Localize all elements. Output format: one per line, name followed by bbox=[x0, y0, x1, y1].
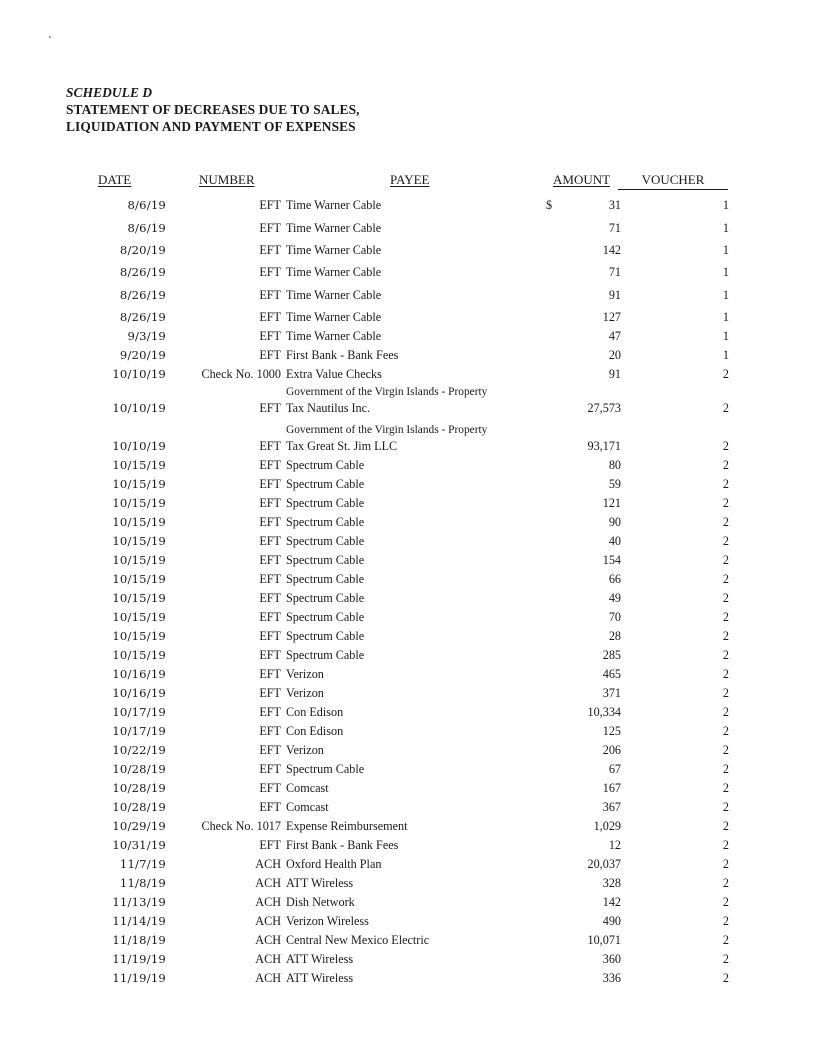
row-voucher: 1 bbox=[722, 198, 729, 212]
row-number: EFT bbox=[259, 458, 281, 472]
row-number: EFT bbox=[259, 198, 281, 212]
row-amount: 71 bbox=[608, 265, 621, 279]
row-number: ACH bbox=[255, 876, 281, 890]
row-voucher: 2 bbox=[722, 857, 729, 871]
row-number: EFT bbox=[259, 221, 281, 235]
row-amount: 367 bbox=[602, 800, 621, 814]
row-date: 10/15/19 bbox=[112, 648, 166, 662]
row-number: Check No. 1017 bbox=[201, 819, 281, 833]
row-payee: Time Warner Cable bbox=[286, 221, 382, 235]
row-payee: Spectrum Cable bbox=[286, 534, 365, 548]
row-payee: Time Warner Cable bbox=[286, 265, 382, 279]
row-date: 9/20/19 bbox=[119, 348, 166, 362]
row-date: 10/10/19 bbox=[112, 439, 166, 453]
row-number: EFT bbox=[259, 515, 281, 529]
row-payee: Time Warner Cable bbox=[286, 198, 382, 212]
row-date: 8/20/19 bbox=[119, 243, 166, 257]
scan-speck bbox=[49, 36, 51, 38]
row-amount: 125 bbox=[602, 724, 621, 738]
row-date: 10/15/19 bbox=[112, 458, 166, 472]
row-voucher: 2 bbox=[722, 952, 729, 966]
row-date: 11/18/19 bbox=[112, 933, 166, 947]
row-number: ACH bbox=[255, 971, 281, 985]
row-number: EFT bbox=[259, 781, 281, 795]
row-voucher: 2 bbox=[722, 629, 729, 643]
row-amount: 490 bbox=[602, 914, 621, 928]
row-voucher: 1 bbox=[722, 265, 729, 279]
row-voucher: 2 bbox=[722, 553, 729, 567]
row-number: EFT bbox=[259, 743, 281, 757]
row-number: EFT bbox=[259, 496, 281, 510]
row-payee: Spectrum Cable bbox=[286, 553, 365, 567]
row-date: 10/15/19 bbox=[112, 629, 166, 643]
row-voucher: 2 bbox=[722, 591, 729, 605]
row-amount: 47 bbox=[608, 329, 621, 343]
row-amount: 49 bbox=[608, 591, 621, 605]
row-date: 8/26/19 bbox=[119, 310, 166, 324]
row-amount: 20 bbox=[608, 348, 621, 362]
row-voucher: 2 bbox=[722, 933, 729, 947]
row-voucher: 2 bbox=[722, 367, 729, 381]
column-header-date: DATE bbox=[98, 172, 132, 187]
row-amount: 91 bbox=[608, 288, 621, 302]
row-number: EFT bbox=[259, 762, 281, 776]
row-amount: 20,037 bbox=[587, 857, 621, 871]
row-date: 11/13/19 bbox=[112, 895, 166, 909]
row-number: EFT bbox=[259, 724, 281, 738]
row-date: 10/29/19 bbox=[112, 819, 166, 833]
row-amount: 28 bbox=[608, 629, 621, 643]
row-payee: Time Warner Cable bbox=[286, 243, 382, 257]
row-payee: Oxford Health Plan bbox=[286, 857, 382, 871]
row-voucher: 2 bbox=[722, 743, 729, 757]
row-voucher: 1 bbox=[722, 348, 729, 362]
row-number: EFT bbox=[259, 310, 281, 324]
row-date: 11/19/19 bbox=[112, 971, 166, 985]
row-amount: 285 bbox=[602, 648, 621, 662]
row-number: ACH bbox=[255, 914, 281, 928]
row-payee: First Bank - Bank Fees bbox=[286, 838, 399, 852]
row-date: 10/15/19 bbox=[112, 534, 166, 548]
row-amount: 1,029 bbox=[593, 819, 621, 833]
row-number: EFT bbox=[259, 648, 281, 662]
row-amount: 10,334 bbox=[587, 705, 621, 719]
row-payee: Extra Value Checks bbox=[286, 367, 382, 381]
row-amount: 71 bbox=[608, 221, 621, 235]
statement-title-line-2: LIQUIDATION AND PAYMENT OF EXPENSES bbox=[66, 119, 356, 134]
row-date: 11/8/19 bbox=[119, 876, 166, 890]
row-voucher: 2 bbox=[722, 496, 729, 510]
row-payee: Time Warner Cable bbox=[286, 329, 382, 343]
row-date: 11/14/19 bbox=[112, 914, 166, 928]
row-date: 10/15/19 bbox=[112, 515, 166, 529]
row-date: 10/15/19 bbox=[112, 591, 166, 605]
row-payee: Time Warner Cable bbox=[286, 288, 382, 302]
row-payee: Spectrum Cable bbox=[286, 572, 365, 586]
row-voucher: 2 bbox=[722, 800, 729, 814]
row-date: 10/10/19 bbox=[112, 367, 166, 381]
row-payee: Spectrum Cable bbox=[286, 496, 365, 510]
row-number: EFT bbox=[259, 838, 281, 852]
row-payee: Spectrum Cable bbox=[286, 477, 365, 491]
row-date: 10/28/19 bbox=[112, 800, 166, 814]
row-number: EFT bbox=[259, 553, 281, 567]
row-payee: Verizon bbox=[286, 667, 324, 681]
row-payee bbox=[286, 386, 488, 416]
row-voucher: 2 bbox=[722, 762, 729, 776]
row-voucher: 2 bbox=[722, 572, 729, 586]
schedule-label: SCHEDULE D bbox=[66, 85, 153, 100]
row-date: 10/10/19 bbox=[112, 401, 166, 415]
row-voucher: 1 bbox=[722, 221, 729, 235]
row-voucher: 2 bbox=[722, 705, 729, 719]
row-date: 8/6/19 bbox=[127, 198, 166, 212]
row-amount: 154 bbox=[602, 553, 621, 567]
row-amount: 167 bbox=[602, 781, 621, 795]
row-number: EFT bbox=[259, 667, 281, 681]
row-number: ACH bbox=[255, 857, 281, 871]
row-payee: Spectrum Cable bbox=[286, 762, 365, 776]
row-voucher: 2 bbox=[722, 686, 729, 700]
row-payee: Verizon bbox=[286, 743, 324, 757]
row-date: 8/6/19 bbox=[127, 221, 166, 235]
row-payee-line-1: Government of the Virgin Islands - Property bbox=[286, 424, 488, 436]
row-date: 10/17/19 bbox=[112, 705, 166, 719]
row-amount: 142 bbox=[602, 243, 621, 257]
row-number: EFT bbox=[259, 705, 281, 719]
row-amount: 328 bbox=[602, 876, 621, 890]
row-number: EFT bbox=[259, 591, 281, 605]
row-date: 10/15/19 bbox=[112, 572, 166, 586]
row-number: EFT bbox=[259, 288, 281, 302]
column-header-number: NUMBER bbox=[199, 172, 255, 187]
row-amount: 67 bbox=[608, 762, 621, 776]
row-number: EFT bbox=[259, 265, 281, 279]
row-date: 10/15/19 bbox=[112, 610, 166, 624]
row-payee: Comcast bbox=[286, 800, 329, 814]
row-voucher: 2 bbox=[722, 781, 729, 795]
row-number: ACH bbox=[255, 933, 281, 947]
row-voucher: 2 bbox=[722, 401, 729, 415]
column-header-amount: AMOUNT bbox=[553, 172, 611, 187]
row-date: 9/3/19 bbox=[127, 329, 166, 343]
row-voucher: 2 bbox=[722, 439, 729, 453]
row-voucher: 1 bbox=[722, 243, 729, 257]
row-payee: Comcast bbox=[286, 781, 329, 795]
row-date: 11/19/19 bbox=[112, 952, 166, 966]
row-amount: 59 bbox=[608, 477, 621, 491]
row-voucher: 2 bbox=[722, 458, 729, 472]
row-payee: Con Edison bbox=[286, 724, 344, 738]
row-amount: 206 bbox=[602, 743, 621, 757]
row-payee: Spectrum Cable bbox=[286, 629, 365, 643]
row-amount: 40 bbox=[608, 534, 621, 548]
row-voucher: 2 bbox=[722, 819, 729, 833]
row-amount: 90 bbox=[608, 515, 621, 529]
row-voucher: 2 bbox=[722, 895, 729, 909]
row-amount: 465 bbox=[602, 667, 621, 681]
row-amount: 336 bbox=[602, 971, 621, 985]
row-payee: Central New Mexico Electric bbox=[286, 933, 430, 947]
row-payee-line-1: Government of the Virgin Islands - Property bbox=[286, 386, 488, 398]
row-date: 10/16/19 bbox=[112, 686, 166, 700]
row-number: EFT bbox=[259, 477, 281, 491]
row-number: EFT bbox=[259, 800, 281, 814]
row-date: 8/26/19 bbox=[119, 288, 166, 302]
row-number: EFT bbox=[259, 439, 281, 453]
row-amount: 27,573 bbox=[587, 401, 621, 415]
row-date: 10/15/19 bbox=[112, 496, 166, 510]
row-number: EFT bbox=[259, 329, 281, 343]
row-amount: 127 bbox=[602, 310, 621, 324]
row-payee: Spectrum Cable bbox=[286, 648, 365, 662]
row-amount: 31 bbox=[608, 198, 621, 212]
row-number: EFT bbox=[259, 243, 281, 257]
row-amount: 121 bbox=[602, 496, 621, 510]
row-date: 11/7/19 bbox=[119, 857, 166, 871]
row-date: 8/26/19 bbox=[119, 265, 166, 279]
row-payee: Verizon bbox=[286, 686, 324, 700]
row-payee: Spectrum Cable bbox=[286, 591, 365, 605]
row-date: 10/31/19 bbox=[112, 838, 166, 852]
row-voucher: 2 bbox=[722, 838, 729, 852]
row-amount: 12 bbox=[608, 838, 621, 852]
row-payee: ATT Wireless bbox=[286, 876, 354, 890]
row-number: EFT bbox=[259, 401, 281, 415]
row-amount: 91 bbox=[608, 367, 621, 381]
row-voucher: 1 bbox=[722, 288, 729, 302]
row-date: 10/15/19 bbox=[112, 553, 166, 567]
row-date: 10/28/19 bbox=[112, 781, 166, 795]
statement-title-line-1: STATEMENT OF DECREASES DUE TO SALES, bbox=[66, 102, 360, 117]
row-voucher: 2 bbox=[722, 515, 729, 529]
row-payee: Expense Reimbursement bbox=[286, 819, 408, 833]
row-payee: ATT Wireless bbox=[286, 952, 354, 966]
row-voucher: 2 bbox=[722, 971, 729, 985]
row-payee: First Bank - Bank Fees bbox=[286, 348, 399, 362]
row-number: EFT bbox=[259, 686, 281, 700]
currency-symbol: $ bbox=[546, 198, 553, 212]
row-payee: Con Edison bbox=[286, 705, 344, 719]
row-payee: ATT Wireless bbox=[286, 971, 354, 985]
row-amount: 70 bbox=[608, 610, 621, 624]
row-voucher: 2 bbox=[722, 667, 729, 681]
row-number: EFT bbox=[259, 572, 281, 586]
row-voucher: 2 bbox=[722, 914, 729, 928]
row-payee: Spectrum Cable bbox=[286, 515, 365, 529]
row-payee-line-2: Tax Great St. Jim LLC bbox=[286, 439, 398, 453]
row-date: 10/22/19 bbox=[112, 743, 166, 757]
row-date: 10/17/19 bbox=[112, 724, 166, 738]
row-amount: 371 bbox=[602, 686, 621, 700]
row-number: ACH bbox=[255, 895, 281, 909]
column-header-voucher: VOUCHER bbox=[618, 172, 728, 190]
row-payee: Verizon Wireless bbox=[286, 914, 369, 928]
row-voucher: 2 bbox=[722, 610, 729, 624]
row-payee: Dish Network bbox=[286, 895, 355, 909]
row-amount: 66 bbox=[608, 572, 621, 586]
row-voucher: 2 bbox=[722, 876, 729, 890]
row-voucher: 2 bbox=[722, 724, 729, 738]
row-number: EFT bbox=[259, 534, 281, 548]
row-voucher: 2 bbox=[722, 648, 729, 662]
row-voucher: 2 bbox=[722, 477, 729, 491]
row-number: ACH bbox=[255, 952, 281, 966]
row-voucher: 1 bbox=[722, 310, 729, 324]
row-date: 10/16/19 bbox=[112, 667, 166, 681]
row-payee bbox=[286, 424, 488, 454]
row-amount: 10,071 bbox=[587, 933, 621, 947]
row-amount: 93,171 bbox=[587, 439, 621, 453]
row-voucher: 1 bbox=[722, 329, 729, 343]
row-amount: 142 bbox=[602, 895, 621, 909]
row-number: EFT bbox=[259, 629, 281, 643]
row-payee: Spectrum Cable bbox=[286, 610, 365, 624]
row-payee: Time Warner Cable bbox=[286, 310, 382, 324]
row-payee: Spectrum Cable bbox=[286, 458, 365, 472]
row-number: EFT bbox=[259, 610, 281, 624]
row-payee-line-2: Tax Nautilus Inc. bbox=[286, 401, 371, 415]
row-voucher: 2 bbox=[722, 534, 729, 548]
row-date: 10/28/19 bbox=[112, 762, 166, 776]
row-amount: 360 bbox=[602, 952, 621, 966]
column-header-payee: PAYEE bbox=[390, 172, 430, 187]
row-date: 10/15/19 bbox=[112, 477, 166, 491]
row-number: EFT bbox=[259, 348, 281, 362]
row-number: Check No. 1000 bbox=[201, 367, 281, 381]
row-amount: 80 bbox=[608, 458, 621, 472]
schedule-heading bbox=[66, 84, 360, 135]
